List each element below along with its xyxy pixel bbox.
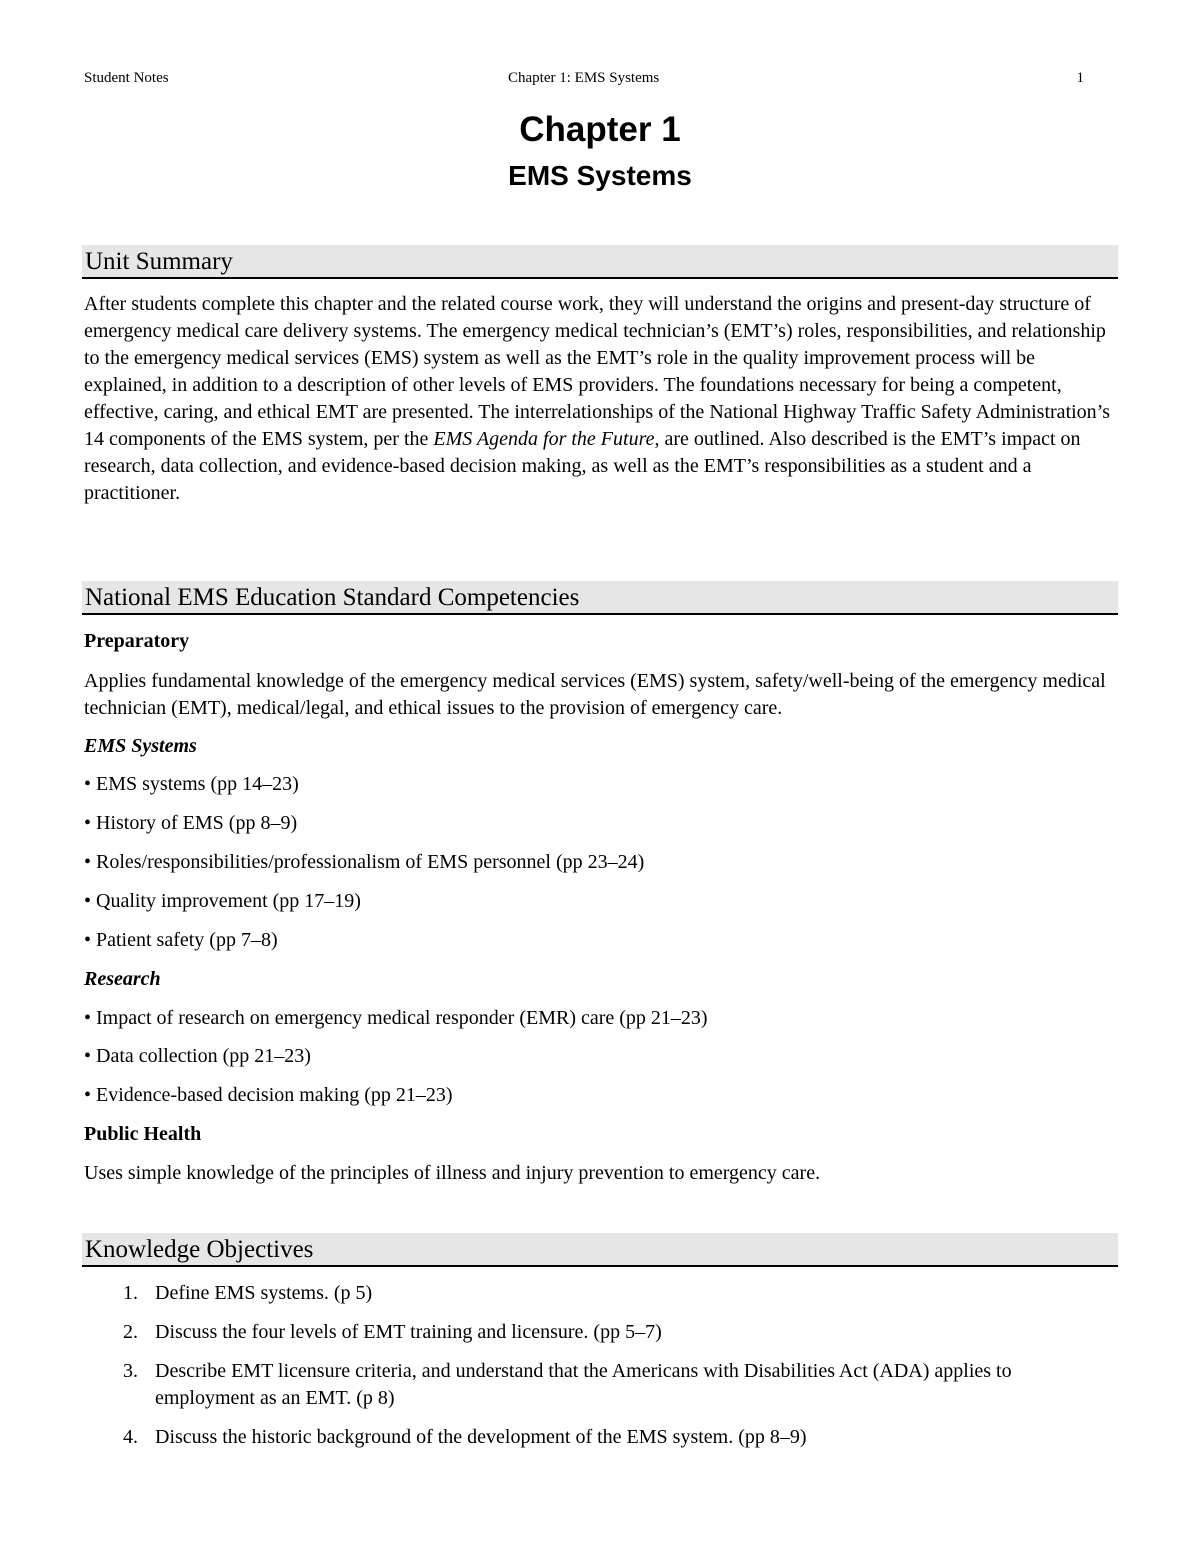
list-item-text: Discuss the historic background of the development of the EMS system. (pp 8–9) [155, 1426, 807, 1448]
public-health-heading: Public Health [84, 1123, 202, 1145]
preparatory-paragraph: Applies fundamental knowledge of the emergency medical services (EMS) system, safety/well-being of the emergency medical technician (EMT), medical/legal, and ethical issues to the provision of emergency care. [84, 670, 1106, 719]
list-item-text: Define EMS systems. (p 5) [155, 1282, 373, 1304]
ems-systems-heading: EMS Systems [84, 735, 197, 757]
section-heading-unit-summary [82, 245, 1118, 279]
section-heading-text: Knowledge Objectives [85, 1236, 314, 1263]
list-item-number: 2. [123, 1321, 138, 1343]
unit-summary-text-1: After students complete this chapter and the related course work, they will understand the origins and present-day structure of emergency medical care delivery systems. The emergency medical technician’s (EMT’s) roles, responsibilities, and relationship to the emergency medical services (EMS) system as well as the EMT’s role in the quality improvement process will be explained, in addition to a description of other levels of EMS providers. The foundations necessary for being a competent, effective, caring, and ethical EMT are presented. The interrelationships of the National Highway Traffic Safety Administration’s 14 components of the EMS system, per the [84, 293, 1111, 450]
section-heading-text: Unit Summary [85, 248, 233, 275]
research-heading: Research [84, 968, 161, 990]
running-header [84, 70, 1084, 92]
unit-summary-paragraph [84, 291, 1120, 507]
list-item: • Impact of research on emergency medical responder (EMR) care (pp 21–23) [84, 1007, 708, 1029]
chapter-title: Chapter 1 [519, 110, 681, 149]
list-item-number: 4. [123, 1426, 138, 1448]
unit-summary-italic-title: EMS Agenda for the Future [433, 428, 655, 450]
list-item-text: Describe EMT licensure criteria, and understand that the Americans with Disabilities Act (ADA) applies to employment as an EMT. (p 8) [155, 1360, 1012, 1409]
list-item: • EMS systems (pp 14–23) [84, 773, 299, 795]
list-item: • History of EMS (pp 8–9) [84, 812, 298, 834]
list-item: • Patient safety (pp 7–8) [84, 929, 278, 951]
section-heading-knowledge-objectives [82, 1233, 1118, 1267]
header-left: Student Notes [84, 70, 169, 86]
list-item-number: 1. [123, 1282, 138, 1304]
page-number: 1 [1076, 70, 1084, 86]
chapter-subtitle: EMS Systems [508, 160, 692, 191]
public-health-text: Uses simple knowledge of the principles of illness and injury prevention to emergency care. [84, 1162, 821, 1184]
unit-summary-text-2: , are outlined. Also described is the EMT’s impact on research, data collection, and evidence-based decision making, as well as the EMT’s responsibilities as a student and a practitioner. [84, 428, 1081, 504]
section-heading-text: National EMS Education Standard Competencies [85, 584, 580, 611]
list-item-number: 3. [123, 1360, 138, 1382]
preparatory-heading: Preparatory [84, 630, 190, 652]
list-item: • Roles/responsibilities/professionalism of EMS personnel (pp 23–24) [84, 851, 645, 873]
section-heading-competencies [82, 581, 1118, 615]
list-item: • Quality improvement (pp 17–19) [84, 890, 361, 912]
list-item: • Evidence-based decision making (pp 21–23) [84, 1084, 453, 1106]
header-center: Chapter 1: EMS Systems [508, 70, 660, 86]
list-item: • Data collection (pp 21–23) [84, 1045, 311, 1067]
list-item-text: Discuss the four levels of EMT training and licensure. (pp 5–7) [155, 1321, 662, 1343]
